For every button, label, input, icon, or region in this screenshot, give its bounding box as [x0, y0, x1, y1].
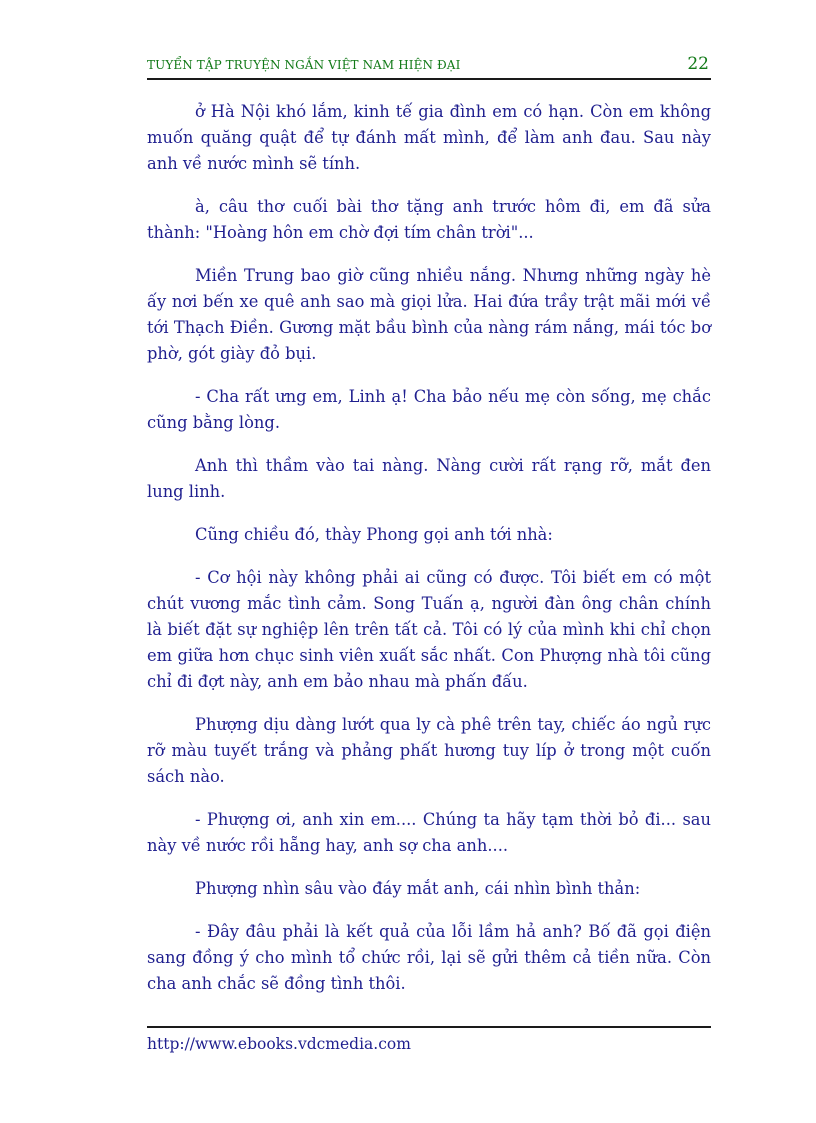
paragraph: Phượng dịu dàng lướt qua ly cà phê trên tay, chiếc áo ngủ rực rỡ màu tuyết trắng và phảng phất hương tuy líp ở trong một cuốn sách nào. [147, 715, 711, 786]
paragraph: à, câu thơ cuối bài thơ tặng anh trước hôm đi, em đã sửa thành: "Hoàng hôn em chờ đợi tím chân trời"... [147, 197, 711, 242]
book-title: TUYỂN TẬP TRUYỆN NGẮN VIỆT NAM HIỆN ĐẠI [147, 58, 461, 72]
paragraph: - Cơ hội này không phải ai cũng có được. Tôi biết em có một chút vương mắc tình cảm. Song Tuấn ạ, người đàn ông chân chính là biết đặt sự nghiệp lên trên tất cả. Tôi có lý của mình khi chỉ chọn em giữa hơn chục sinh viên xuất sắc nhất. Con Phượng nhà tôi cũng chỉ đi đợt này, anh em bảo nhau mà phấn đấu. [147, 568, 711, 691]
paragraph: - Đây đâu phải là kết quả của lỗi lầm hả anh? Bố đã gọi điện sang đồng ý cho mình tổ chức rồi, lại sẽ gửi thêm cả tiền nữa. Còn cha anh chắc sẽ đồng tình thôi. [147, 922, 711, 993]
paragraph: - Cha rất ưng em, Linh ạ! Cha bảo nếu mẹ còn sống, mẹ chắc cũng bằng lòng. [147, 387, 711, 432]
paragraph: Cũng chiều đó, thày Phong gọi anh tới nhà: [195, 525, 553, 544]
story-text [147, 99, 711, 1014]
page-header [147, 54, 711, 80]
footer-url-link[interactable]: http://www.ebooks.vdcmedia.com [147, 1035, 411, 1053]
paragraph: - Phượng ơi, anh xin em.... Chúng ta hãy tạm thời bỏ đi... sau này về nước rồi hẵng hay, anh sợ cha anh.... [147, 810, 711, 855]
paragraph: Phượng nhìn sâu vào đáy mắt anh, cái nhìn bình thản: [195, 879, 641, 898]
paragraph: Anh thì thầm vào tai nàng. Nàng cười rất rạng rỡ, mắt đen lung linh. [147, 456, 711, 501]
page-number: 22 [687, 54, 709, 74]
paragraph: Miền Trung bao giờ cũng nhiều nắng. Nhưng những ngày hè ấy nơi bến xe quê anh sao mà giọi lửa. Hai đứa trầy trật mãi mới về tới Thạch Điền. Gương mặt bầu bình của nàng rám nắng, mái tóc bơ phờ, gót giày đỏ bụi. [147, 266, 711, 363]
page-footer [147, 1026, 711, 1053]
paragraph: ở Hà Nội khó lắm, kinh tế gia đình em có hạn. Còn em không muốn quăng quật để tự đánh mất mình, để làm anh đau. Sau này anh về nước mình sẽ tính. [147, 102, 711, 173]
